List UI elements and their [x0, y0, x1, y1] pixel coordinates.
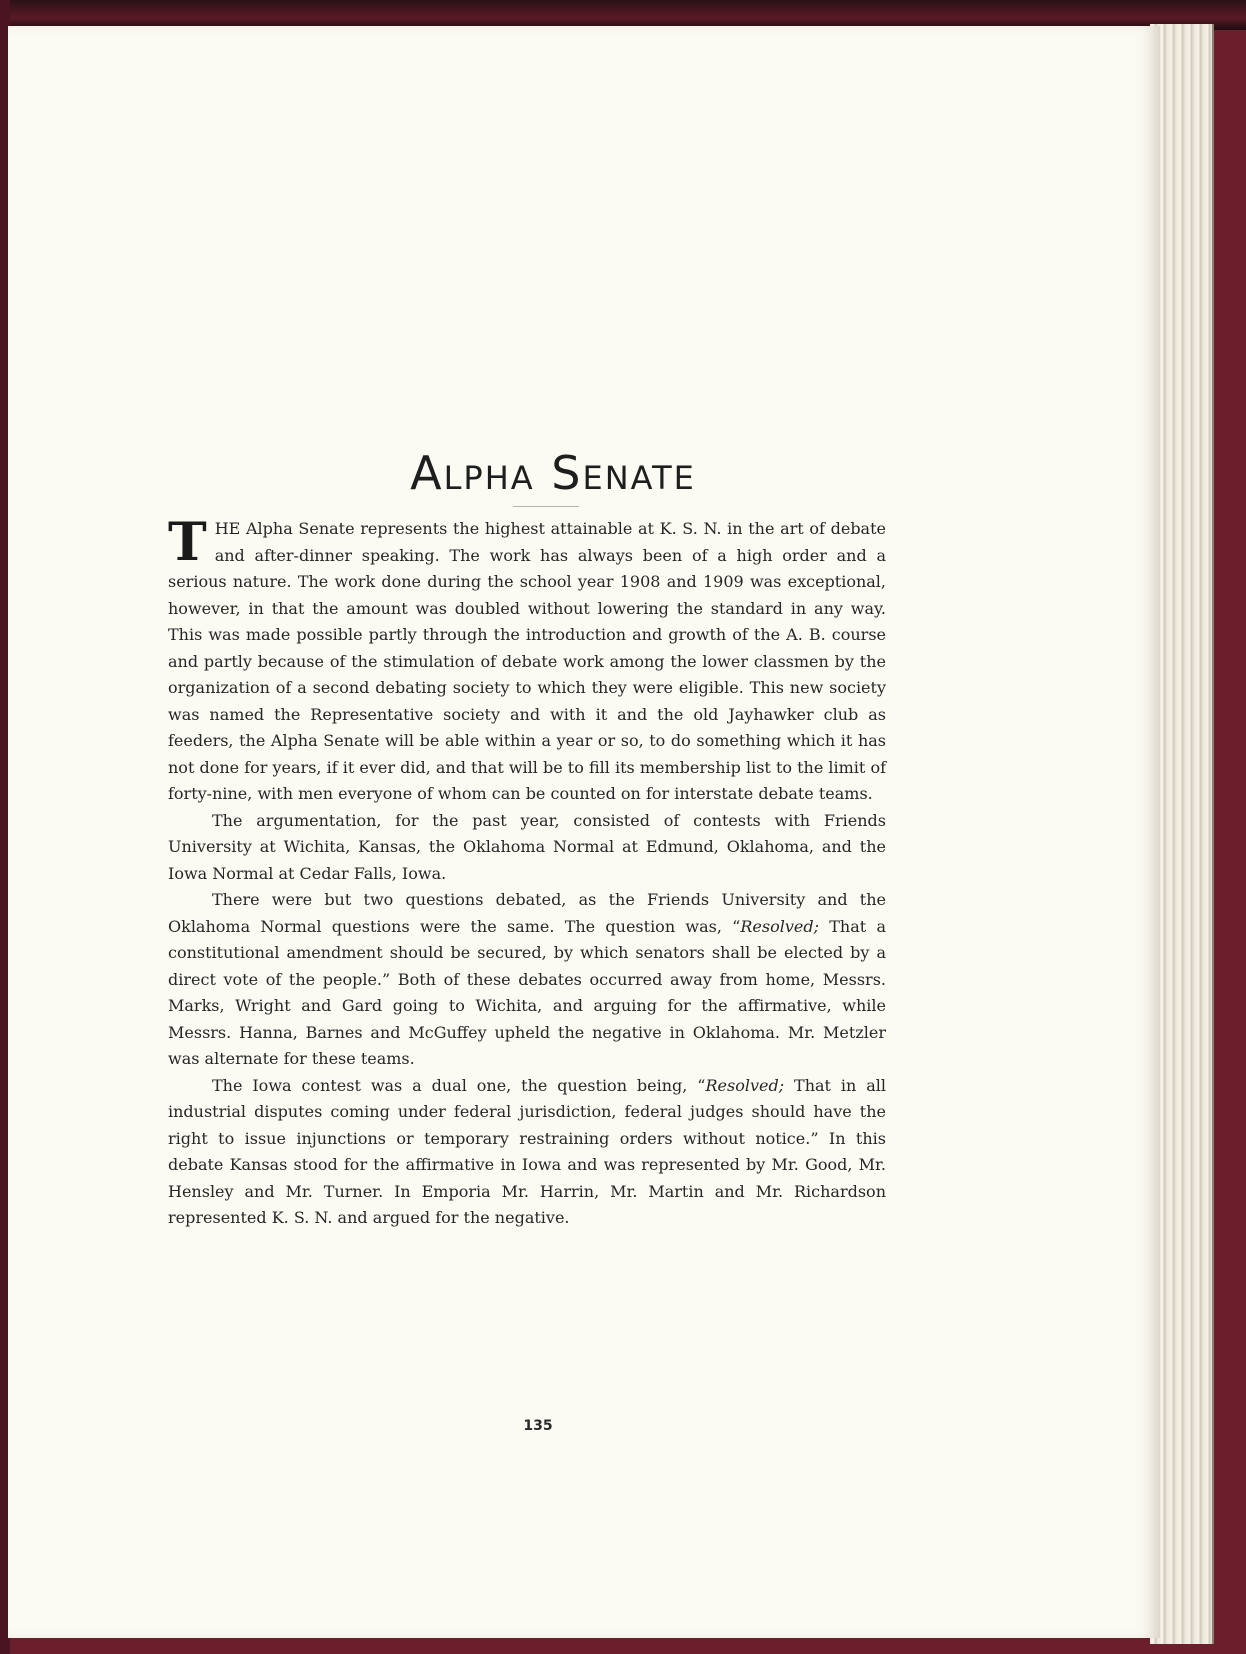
paragraph-3-text-b: That a constitutional amendment should be secured, by which senators shall be elected by a direct vote of the people.” Both of these debates occurred away from home, Messrs. Marks, Wright and Gard going to Wichita, and arguing for the affirmative, while Messrs. Hanna, Barnes and McGuffey upheld the negative in Oklahoma. Mr. Metzler was alternate for these teams.: [168, 916, 887, 1068]
paragraph-3-resolved: Resolved;: [740, 916, 819, 936]
paragraph-4: [168, 1073, 886, 1232]
paragraph-2: The argumentation, for the past year, consisted of contests with Friends University at Wichita, Kansas, the Oklahoma Normal at Edmund, Oklahoma, and the Iowa Normal at Cedar Falls, Iowa.: [168, 810, 886, 883]
article-body: [168, 512, 887, 1232]
page-number: 135: [523, 1418, 553, 1434]
paragraph-4-text-a: The Iowa contest was a dual one, the question being, “: [212, 1075, 706, 1095]
paragraph-3: [168, 887, 886, 1073]
paragraph-3-text-a: There were but two questions debated, as the Friends University and the Oklahoma Normal questions were the same. The question was, “: [168, 890, 886, 936]
drop-cap-letter: T: [168, 512, 207, 573]
book-page: [8, 26, 1160, 1638]
paragraph-1-text: HE Alpha Senate represents the highest attainable at K. S. N. in the art of debate and after-dinner speaking. The work has always been of a high order and a serious nature. The work done during the school year 1908 and 1909 was exceptional, however, in that the amount was doubled without lowering the standard in any way. This was made possible partly through the introduction and growth of the A. B. course and partly because of the stimulation of debate work among the lower classmen by the organization of a second debating society to which they were eligible. This new society was named the Representative society and with it and the old Jayhawker club as feeders, the Alpha Senate will be able within a year or so, to do something which it has not done for years, if it ever did, and that will be to fill its membership list to the limit of forty-nine, with men everyone of whom can be counted on for interstate debate teams.: [168, 519, 886, 803]
page-title: Alpha Senate: [410, 446, 696, 500]
paragraph-4-resolved: Resolved;: [705, 1075, 785, 1095]
paragraph-1: [168, 512, 886, 808]
title-divider: [513, 506, 579, 507]
paragraph-4-text-b: That in all industrial disputes coming under federal jurisdiction, federal judges should have the right to issue injunctions or temporary restraining orders without notice.” In this debate Kansas stood for the affirmative in Iowa and was represented by Mr. Good, Mr. Hensley and Mr. Turner. In Emporia Mr. Harrin, Mr. Martin and Mr. Richardson represented K. S. N. and argued for the negative.: [168, 1075, 886, 1227]
